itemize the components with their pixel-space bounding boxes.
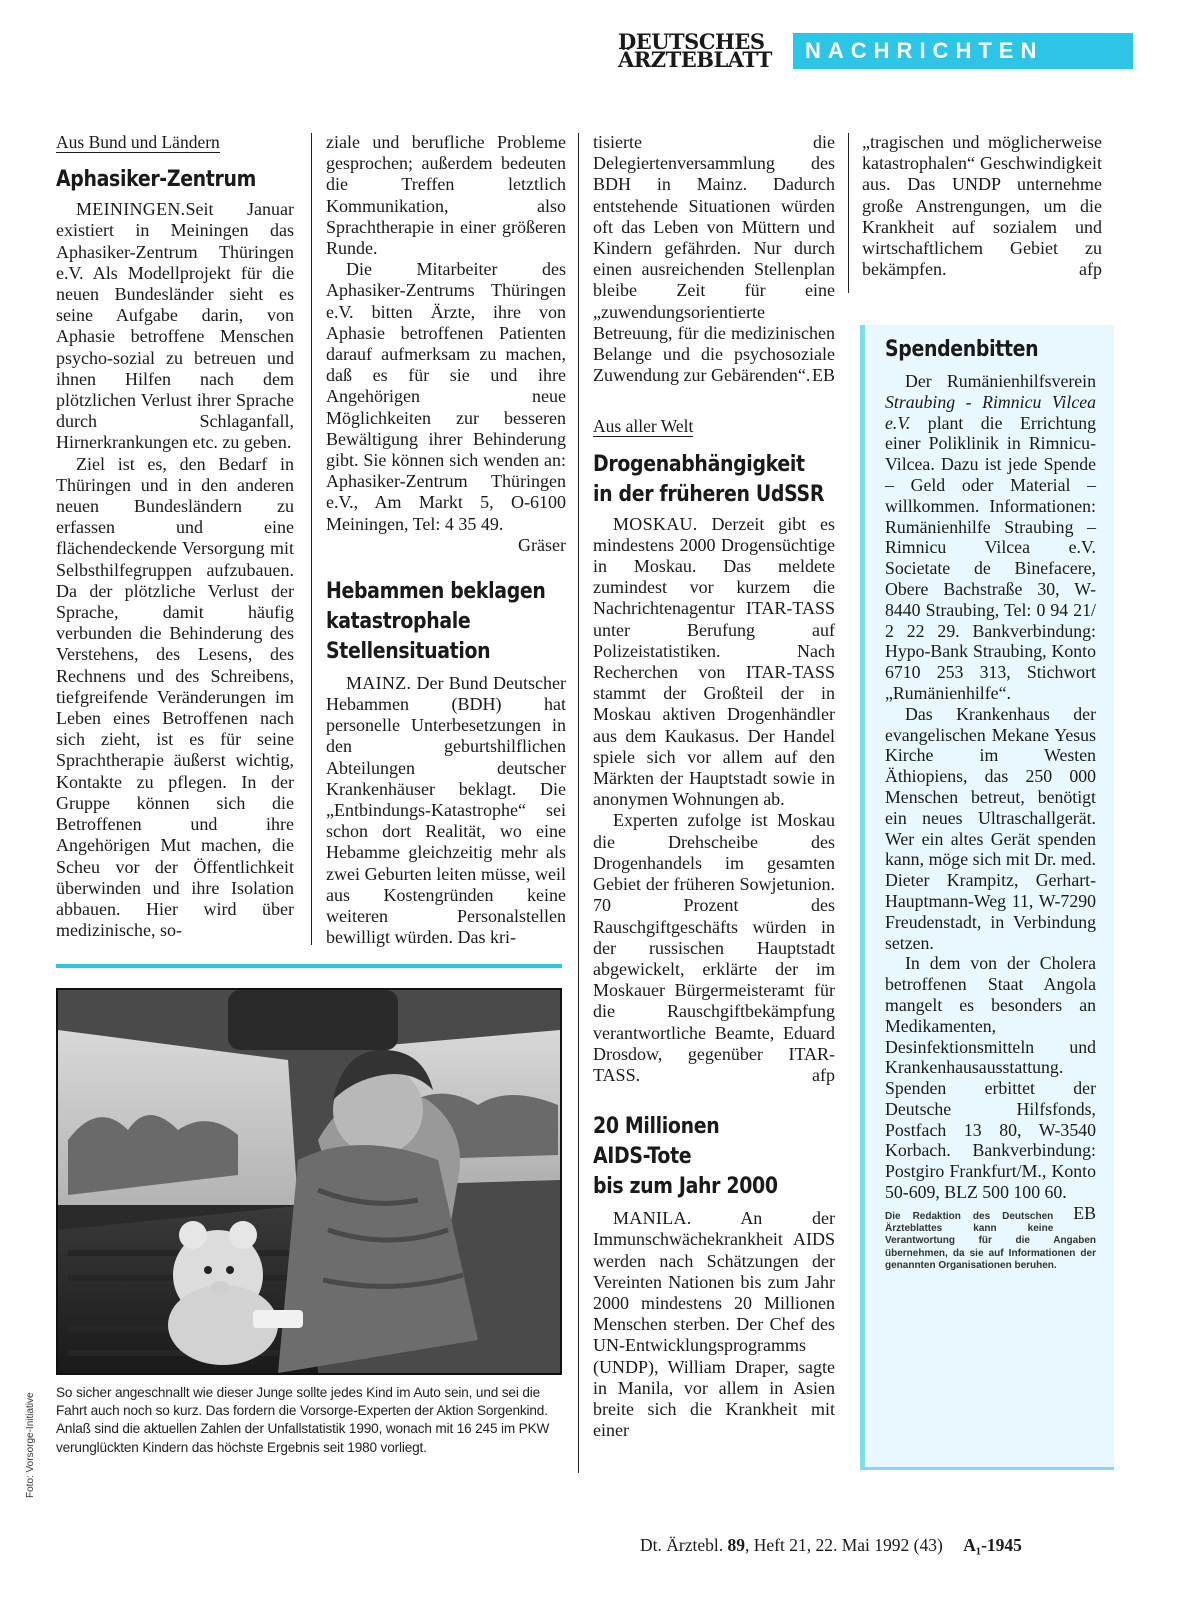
- headline-line: in der früheren UdSSR: [593, 481, 825, 507]
- headline-line: Stellensituation: [326, 638, 491, 664]
- column-2: [326, 132, 566, 949]
- paragraph-text: An der Immunschwächekrankheit AIDS werden nach Schätzungen der Vereinten Nationen bis zum Jahr 2000 mindestens 20 Millionen Menschen sterben. Der Chef des UN-Entwicklungsprogramms (UNDP), William Draper, sagte in Manila, vor allem in Asien breite sich die Krankheit mit einer: [593, 1208, 835, 1441]
- volume-number: 89: [727, 1535, 745, 1555]
- article-paragraph: [326, 673, 566, 949]
- headline-line: bis zum Jahr 2000: [593, 1174, 778, 1200]
- dateline: MOSKAU.: [613, 513, 698, 534]
- box-body: [885, 371, 1096, 1223]
- headline-line: Hebammen beklagen: [326, 578, 546, 604]
- rubric-label: Aus Bund und Ländern: [56, 132, 220, 152]
- paragraph-text: Derzeit gibt es mindestens 2000 Drogensüchtige in Moskau. Das meldete zumindest vor kurzem die Nachrichtenagentur ITAR-TASS unter Berufung auf Polizeistatistiken. Nach Recherchen von ITAR-TASS stammt der Großteil der in Moskau aktiven Drogenhändler aus dem Kaukasus. Der Handel spiele sich vor allem auf den Märkten der Hauptstadt sowie in anonymen Wohnungen ab.: [593, 513, 836, 810]
- paragraph-text: Der Bund Deutscher Hebammen (BDH) hat personelle Unterbesetzungen in den geburtshilflichen Abteilungen deutscher Krankenhäuser beklagt. Die „Entbindungs-Katastrophe“ sei schon dort Realität, wo eine Hebamme gleichzeitig mehr als zwei Geburten leiten müsse, weil aus Kostengründen keine weiteren Personalstellen bewilligt würden. Das kri-: [326, 672, 566, 948]
- dateline: MAINZ.: [346, 672, 412, 693]
- article-paragraph: ziale und berufliche Probleme gesprochen; außerdem bedeuten die Treffen letztlich Kommunikation, also Sprachtherapie in einer größeren Runde.: [326, 132, 566, 259]
- editorial-disclaimer: Die Redaktion des Deutschen Ärzteblattes kann keine Verantwortung für die Angaben übernehmen, da sie auf Informationen der genannten Organisationen beruhen.: [885, 1210, 1096, 1272]
- box-paragraph: [885, 953, 1096, 1223]
- headline-line: AIDS-Tote: [593, 1144, 692, 1170]
- paragraph-text: „tragischen und möglicherweise katastrophalen“ Geschwindigkeit aus. Das UNDP unternehme große Anstrengungen, um die Krankheit auf sozialem und wirtschaftlichem Gebiet zu bekämpfen.: [862, 132, 1102, 280]
- issue-info: , Heft 21, 22. Mai 1992 (43): [744, 1535, 943, 1555]
- photo-top-rule: [56, 964, 562, 968]
- article-headline: Aphasiker-Zentrum: [56, 167, 256, 193]
- section-banner: NACHRICHTEN: [793, 33, 1133, 69]
- box-paragraph: Das Krankenhaus der evangelischen Mekane Yesus Kirche im Westen Äthiopiens, das 250 000 Menschen betreut, benötigt ein neues Ultraschallgerät. Wer ein altes Gerät spenden kann, möge sich mit Dr. med. Dieter Krampitz, Gerhart-Hauptmann-Weg 11, W-7290 Freudenstadt, in Verbindung setzen.: [885, 703, 1096, 953]
- column-1: [56, 132, 294, 941]
- journal-abbrev: Dt. Ärztebl.: [640, 1535, 724, 1555]
- headline-line: Drogenabhängigkeit: [593, 451, 805, 477]
- logo-line-1: DEUTSCHES: [618, 29, 765, 54]
- author-signature: EB: [811, 365, 835, 386]
- photo-child-in-car-seat: [56, 988, 562, 1375]
- article-paragraph: [593, 514, 835, 811]
- page-footer: [640, 1535, 1022, 1556]
- column-4: [862, 132, 1102, 280]
- paragraph-text: tisierte die Delegiertenversammlung des BDH in Mainz. Dadurch entstehende Situationen würden oft das Leben von Müttern und Kindern gefährden. Nur durch einen ausreichenden Stellenplan bleibe Zeit für eine „zuwendungsorientierte Betreuung, für die medizinischen Belange und die psychosoziale Zuwendung zur Gebärenden“.: [593, 132, 835, 386]
- article-headline: [593, 1112, 835, 1202]
- article-paragraph: [862, 132, 1102, 280]
- author-signature: afp: [812, 1064, 835, 1085]
- article-paragraph: [593, 132, 835, 386]
- article-paragraph: [326, 259, 566, 555]
- donation-box: [860, 325, 1114, 1470]
- article-headline: [593, 450, 835, 510]
- photo-caption: So sicher angeschnallt wie dieser Junge sollte jedes Kind im Auto sein, und sei die Fahrt auch noch so kurz. Das fordern die Vorsorge-Experten der Aktion Sorgenkind. Anlaß sind die aktuellen Zahlen der Unfallstatistik 1990, wonach mit 16 245 im PKW verunglückten Kindern das höchste Ergebnis seit 1980 vorliegt.: [56, 1385, 550, 1455]
- journal-logo: [618, 29, 788, 72]
- paragraph-text: In dem von der Cholera betroffenen Staat Angola mangelt es besonders an Medikamenten, Desinfektionsmitteln und Krankenhausausstattung. Spenden erbittet der Deutsche Hilfsfonds, Postfach 13 80, W-3540 Korbach. Bankverbindung: Postgiro Frankfurt/M., Konto 50-609, BLZ 500 100 60.: [885, 953, 1096, 1203]
- headline-line: 20 Millionen: [593, 1114, 720, 1140]
- paragraph-text: Der Rumänienhilfsverein: [905, 371, 1096, 391]
- author-signature: EB: [1073, 1202, 1096, 1223]
- page-number: A₁-1945: [963, 1535, 1022, 1555]
- photo-credit-text: Foto: Vorsorge-Initiative: [25, 1392, 36, 1498]
- author-signature: afp: [1079, 259, 1102, 280]
- paragraph-text: plant die Errichtung einer Poliklinik in Rimnicu-Vilcea. Dazu ist jede Spende – Geld oder Material – willkommen. Informationen: Rumänienhilfe Straubing – Rimnicu Vilcea e.V. Societate de Binefacere, Obere Bachstraße 30, W-8440 Straubing, Tel: 0 94 21/ 2 22 29. Bankverbindung: Hypo-Bank Straubing, Konto 6710 253 313, Stichwort „Rumänienhilfe“.: [885, 412, 1096, 703]
- organisation-name: Straubing - Rimnicu Vilcea e.V.: [885, 391, 1096, 433]
- rubric-label: Aus aller Welt: [593, 416, 694, 437]
- dateline: MEININGEN.: [76, 199, 186, 220]
- article-paragraph: [56, 199, 294, 453]
- column-divider: [311, 133, 312, 945]
- box-headline: Spendenbitten: [885, 337, 1039, 362]
- article-headline: [326, 577, 566, 667]
- headline-line: katastrophale: [326, 608, 471, 634]
- article-paragraph: Ziel ist es, den Bedarf in Thüringen und in den anderen neuen Bundesländern zu erfassen und eine flächendeckende Versorgung mit Selbsthilfegruppen aufzubauen. Da der plötzliche Verlust der Sprache, damit häufig verbunden die Behinderung des Verstehens, des Lesens, des Rechnens und des Schreibens, tiefgreifende Veränderungen im Leben eines Betroffenen nach sich zieht, ist es für seine Sprachtherapie äußerst wichtig, Kontakte zu pflegen. In der Gruppe können sich die Betroffenen und ihre Angehörigen Mut machen, die Scheu vor der Öffentlichkeit überwinden und ihre Isolation abbauen. Hier wird über medizinische, so-: [56, 453, 294, 941]
- column-3: [593, 132, 835, 1441]
- column-divider: [578, 133, 579, 1473]
- paragraph-text: Die Mitarbeiter des Aphasiker-Zentrums Thüringen e.V. bitten Ärzte, ihre von Aphasie betroffenen Patienten darauf aufmerksam zu machen, daß es für sie und ihre Angehörigen neue Möglichkeiten zur besseren Bewältigung ihrer Behinderung gibt. Sie können sich wenden an: Aphasiker-Zentrum Thüringen e.V., Am Markt 5, O-6100 Meiningen, Tel: 4 35 49.: [326, 259, 566, 534]
- photo-credit: [25, 1380, 39, 1500]
- column-divider: [848, 133, 849, 293]
- box-paragraph: [885, 371, 1096, 704]
- article-paragraph: [593, 1208, 835, 1441]
- logo-line-2: ÄRZTEBLATT: [618, 47, 772, 72]
- photo-illustration: [58, 990, 560, 1373]
- author-signature: Gräser: [518, 534, 566, 555]
- article-paragraph: [593, 810, 835, 1086]
- dateline: MANILA.: [613, 1208, 692, 1229]
- paragraph-text: Experten zufolge ist Moskau die Drehscheibe des Drogenhandels im gesamten Gebiet der früheren Sowjetunion. 70 Prozent des Rauschgiftgeschäfts würden in der russischen Hauptstadt abgewickelt, erklärte der im Moskauer Bürgermeisteramt für die Rauschgiftbekämpfung verantwortliche Beamte, Eduard Drosdow, gegenüber ITAR-TASS.: [593, 810, 835, 1085]
- paragraph-text: Seit Januar existiert in Meiningen das Aphasiker-Zentrum Thüringen e.V. Als Modellprojekt für die neuen Bundesländer sieht es seine Aufgabe darin, von Aphasie betroffene Menschen psycho-sozial zu betreuen und ihnen Hilfen nach dem plötzlichen Verlust ihrer Sprache durch Schlaganfall, Hirnerkrankungen etc. zu geben.: [56, 199, 294, 453]
